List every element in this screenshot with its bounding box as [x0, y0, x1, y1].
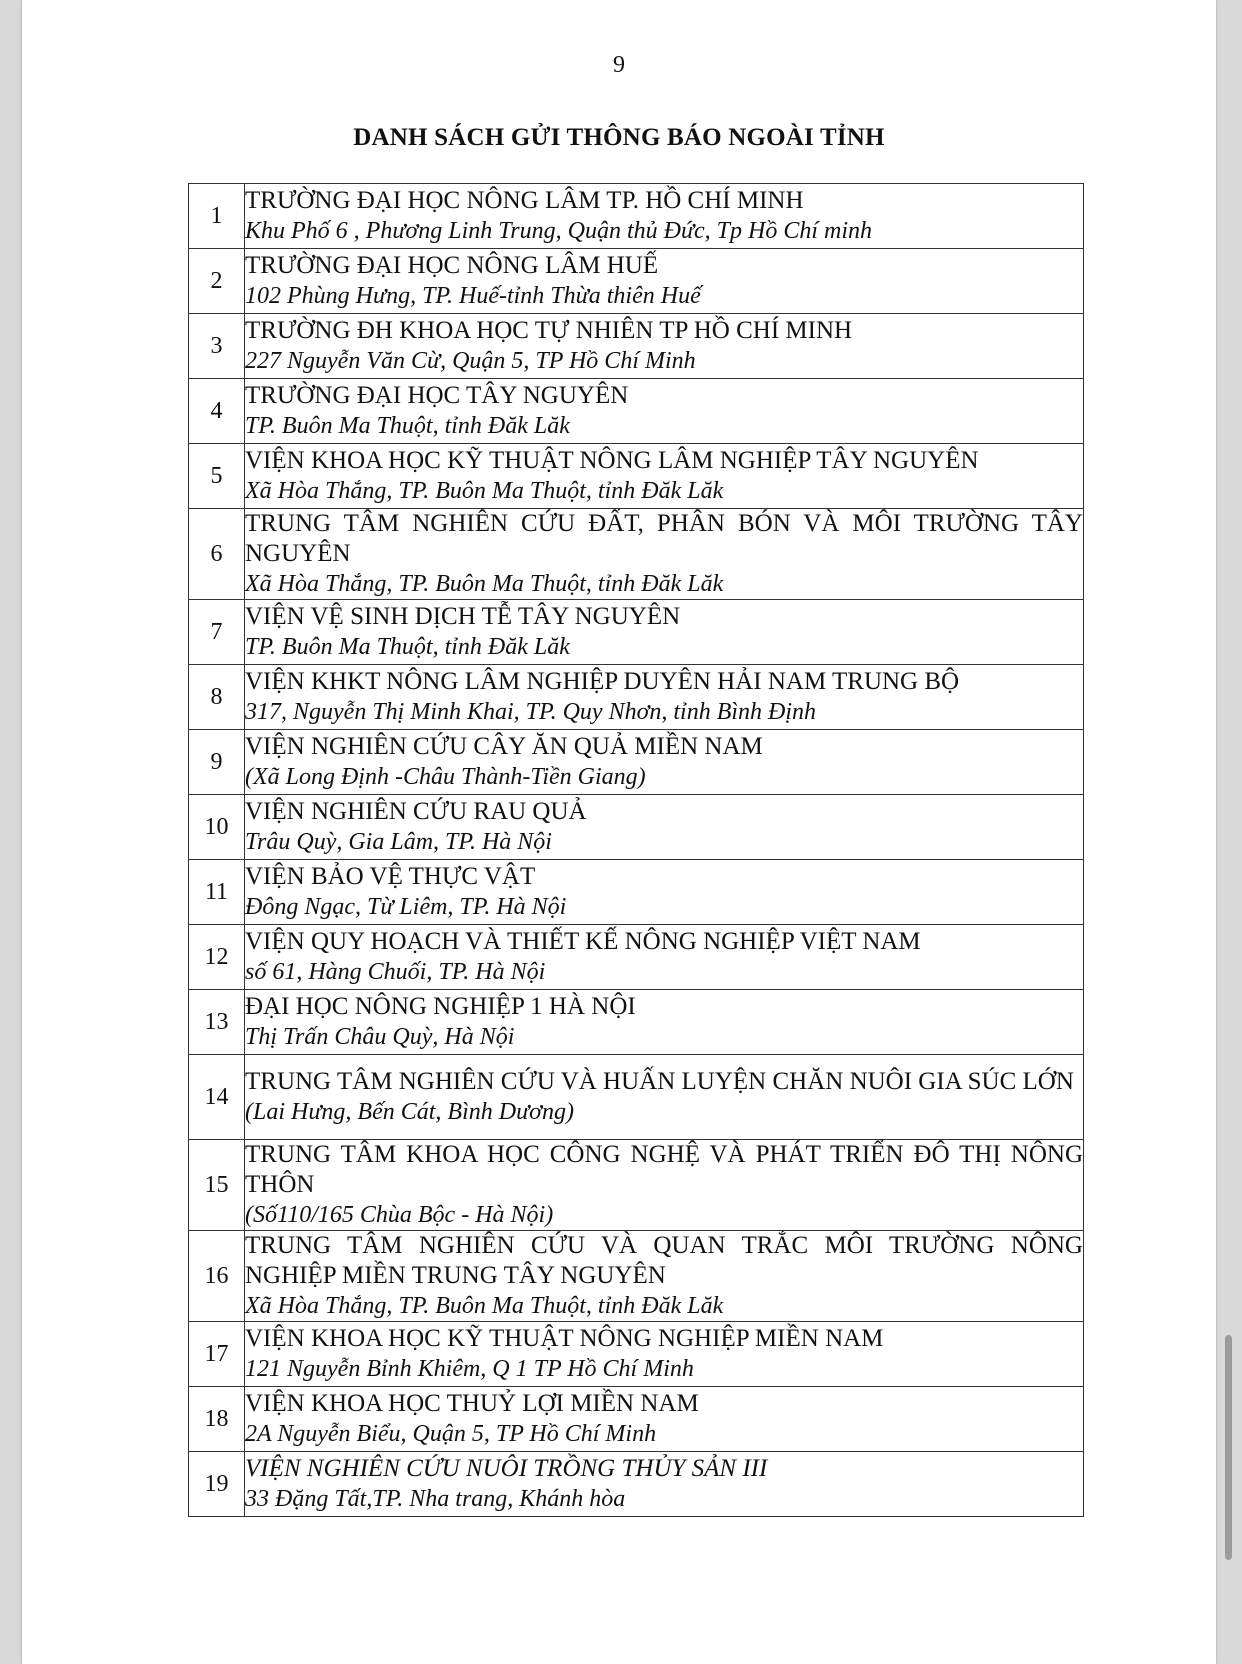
page-number: 9: [613, 52, 625, 78]
row-number: 5: [189, 444, 245, 509]
organization-address: (Xã Long Định -Châu Thành-Tiền Giang): [245, 764, 646, 790]
table-row: [189, 1055, 1084, 1140]
row-number: 8: [189, 665, 245, 730]
organization-name: TRUNG TÂM KHOA HỌC CÔNG NGHỆ VÀ PHÁT TRIỂN ĐÔ THỊ NÔNG THÔN: [245, 1141, 1083, 1198]
organization-address: 227 Nguyễn Văn Cừ, Quận 5, TP Hồ Chí Minh: [245, 348, 696, 374]
row-number: 2: [189, 249, 245, 314]
organization-name: VIỆN KHOA HỌC KỸ THUẬT NÔNG LÂM NGHIỆP TÂY NGUYÊN: [245, 447, 979, 474]
row-number: 15: [189, 1140, 245, 1231]
organization-name: TRUNG TÂM NGHIÊN CỨU VÀ QUAN TRẮC MÔI TRƯỜNG NÔNG NGHIỆP MIỀN TRUNG TÂY NGUYÊN: [245, 1232, 1083, 1289]
organization-cell: [245, 249, 1084, 314]
table-row: [189, 249, 1084, 314]
table-row: [189, 925, 1084, 990]
organization-cell: [245, 1055, 1084, 1140]
organization-address: (Số110/165 Chùa Bộc - Hà Nội): [245, 1202, 554, 1228]
row-number: 10: [189, 795, 245, 860]
organization-cell: [245, 925, 1084, 990]
organization-address: Thị Trấn Châu Quỳ, Hà Nội: [245, 1024, 515, 1050]
organization-address: 317, Nguyễn Thị Minh Khai, TP. Quy Nhơn, tỉnh Bình Định: [245, 699, 817, 725]
organization-address: (Lai Hưng, Bến Cát, Bình Dương): [245, 1099, 574, 1125]
row-number: 13: [189, 990, 245, 1055]
organization-cell: [245, 314, 1084, 379]
organization-name: VIỆN VỆ SINH DỊCH TỄ TÂY NGUYÊN: [245, 603, 681, 630]
organization-cell: [245, 795, 1084, 860]
organization-cell: [245, 860, 1084, 925]
recipient-table-body: [189, 184, 1084, 1517]
organization-cell: [245, 184, 1084, 249]
table-row: [189, 665, 1084, 730]
row-number: 9: [189, 730, 245, 795]
table-row: [189, 1140, 1084, 1231]
table-row: [189, 600, 1084, 665]
organization-address: Trâu Quỳ, Gia Lâm, TP. Hà Nội: [245, 829, 552, 855]
organization-cell: [245, 730, 1084, 795]
organization-address: Đông Ngạc, Từ Liêm, TP. Hà Nội: [245, 894, 567, 920]
organization-address: 121 Nguyễn Bỉnh Khiêm, Q 1 TP Hồ Chí Minh: [245, 1356, 694, 1382]
organization-name: TRƯỜNG ĐẠI HỌC TÂY NGUYÊN: [245, 382, 629, 409]
row-number: 19: [189, 1452, 245, 1517]
table-row: [189, 1452, 1084, 1517]
organization-address: TP. Buôn Ma Thuột, tỉnh Đăk Lăk: [245, 634, 570, 660]
organization-name: TRƯỜNG ĐẠI HỌC NÔNG LÂM TP. HỒ CHÍ MINH: [245, 187, 804, 214]
organization-cell: [245, 509, 1084, 600]
table-row: [189, 184, 1084, 249]
table-row: [189, 1322, 1084, 1387]
row-number: 6: [189, 509, 245, 600]
document-page: [22, 0, 1216, 1664]
row-number: 18: [189, 1387, 245, 1452]
table-row: [189, 1387, 1084, 1452]
organization-name: VIỆN QUY HOẠCH VÀ THIẾT KẾ NÔNG NGHIỆP VIỆT NAM: [245, 928, 921, 955]
organization-cell: [245, 1231, 1084, 1322]
organization-name: TRUNG TÂM NGHIÊN CỨU ĐẤT, PHÂN BÓN VÀ MÔI TRƯỜNG TÂY NGUYÊN: [245, 510, 1083, 567]
organization-address: Xã Hòa Thắng, TP. Buôn Ma Thuột, tỉnh Đăk Lăk: [245, 571, 724, 597]
table-row: [189, 379, 1084, 444]
organization-name: VIỆN NGHIÊN CỨU CÂY ĂN QUẢ MIỀN NAM: [245, 733, 763, 760]
table-row: [189, 314, 1084, 379]
table-row: [189, 1231, 1084, 1322]
organization-address: 102 Phùng Hưng, TP. Huế-tỉnh Thừa thiên Huế: [245, 283, 701, 309]
organization-cell: [245, 1140, 1084, 1231]
organization-address: Xã Hòa Thắng, TP. Buôn Ma Thuột, tỉnh Đăk Lăk: [245, 478, 724, 504]
organization-name: VIỆN NGHIÊN CỨU RAU QUẢ: [245, 798, 587, 825]
organization-cell: [245, 1387, 1084, 1452]
organization-address: Khu Phố 6 , Phương Linh Trung, Quận thủ Đức, Tp Hồ Chí minh: [245, 218, 873, 244]
scrollbar-thumb[interactable]: [1225, 1335, 1232, 1560]
row-number: 3: [189, 314, 245, 379]
organization-cell: [245, 379, 1084, 444]
row-number: 14: [189, 1055, 245, 1140]
row-number: 1: [189, 184, 245, 249]
organization-address: số 61, Hàng Chuối, TP. Hà Nội: [245, 959, 546, 985]
organization-name: VIỆN KHOA HỌC THUỶ LỢI MIỀN NAM: [245, 1390, 699, 1417]
table-row: [189, 509, 1084, 600]
organization-cell: [245, 1322, 1084, 1387]
organization-name: VIỆN NGHIÊN CỨU NUÔI TRỒNG THỦY SẢN III: [245, 1455, 768, 1482]
table-row: [189, 860, 1084, 925]
table-row: [189, 444, 1084, 509]
organization-name: TRƯỜNG ĐH KHOA HỌC TỰ NHIÊN TP HỒ CHÍ MINH: [245, 317, 853, 344]
organization-address: 33 Đặng Tất,TP. Nha trang, Khánh hòa: [245, 1486, 626, 1512]
organization-address: 2A Nguyễn Biểu, Quận 5, TP Hồ Chí Minh: [245, 1421, 657, 1447]
organization-name: VIỆN KHOA HỌC KỸ THUẬT NÔNG NGHIỆP MIỀN NAM: [245, 1325, 884, 1352]
document-title: DANH SÁCH GỬI THÔNG BÁO NGOÀI TỈNH: [353, 124, 885, 151]
table-row: [189, 730, 1084, 795]
organization-name: VIỆN KHKT NÔNG LÂM NGHIỆP DUYÊN HẢI NAM TRUNG BỘ: [245, 668, 960, 695]
organization-cell: [245, 444, 1084, 509]
row-number: 11: [189, 860, 245, 925]
row-number: 4: [189, 379, 245, 444]
row-number: 12: [189, 925, 245, 990]
organization-name: VIỆN BẢO VỆ THỰC VẬT: [245, 863, 536, 890]
organization-cell: [245, 990, 1084, 1055]
organization-address: Xã Hòa Thắng, TP. Buôn Ma Thuột, tỉnh Đăk Lăk: [245, 1293, 724, 1319]
organization-cell: [245, 1452, 1084, 1517]
row-number: 17: [189, 1322, 245, 1387]
row-number: 16: [189, 1231, 245, 1322]
recipient-table: [188, 183, 1084, 1517]
organization-name: TRƯỜNG ĐẠI HỌC NÔNG LÂM HUẾ: [245, 252, 659, 279]
table-row: [189, 795, 1084, 860]
organization-cell: [245, 665, 1084, 730]
organization-address: TP. Buôn Ma Thuột, tỉnh Đăk Lăk: [245, 413, 570, 439]
row-number: 7: [189, 600, 245, 665]
organization-name: ĐẠI HỌC NÔNG NGHIỆP 1 HÀ NỘI: [245, 993, 636, 1020]
organization-name: TRUNG TÂM NGHIÊN CỨU VÀ HUẤN LUYỆN CHĂN NUÔI GIA SÚC LỚN: [245, 1068, 1074, 1095]
organization-cell: [245, 600, 1084, 665]
table-row: [189, 990, 1084, 1055]
